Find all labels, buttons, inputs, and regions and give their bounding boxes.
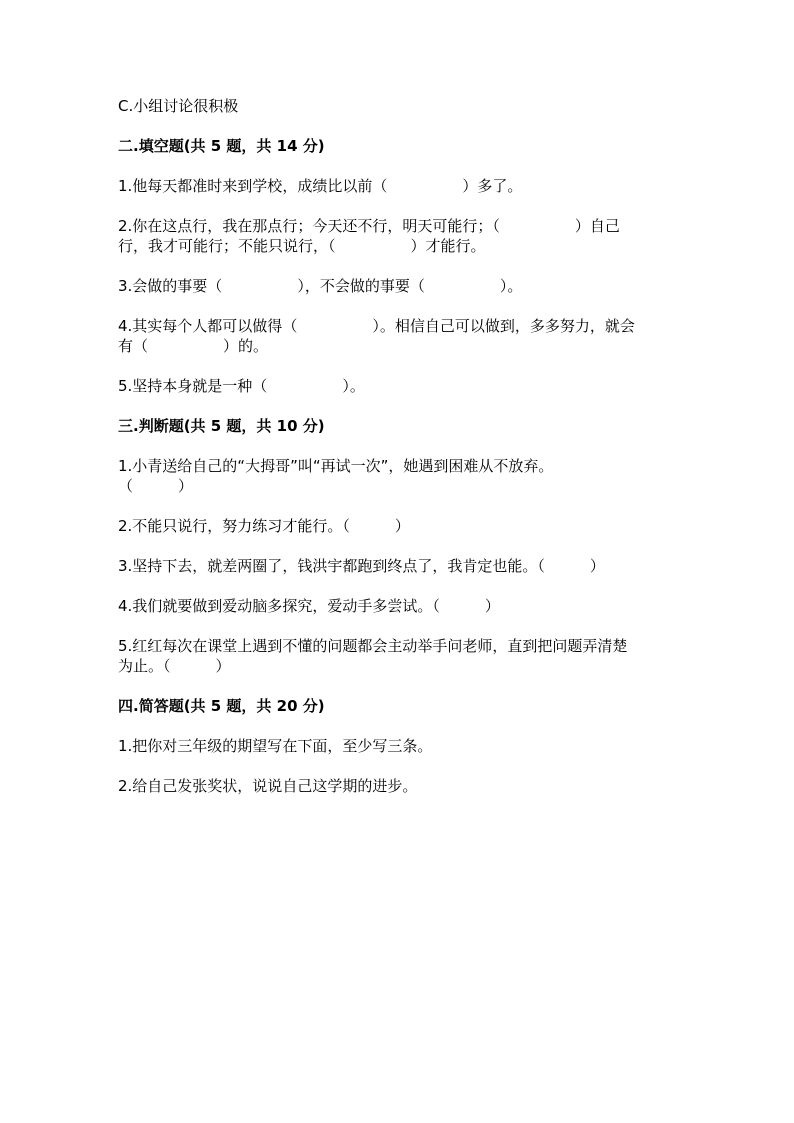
question-text: 4.其实每个人都可以做得（ ）。相信自己可以做到，多多努力，就会 xyxy=(118,317,635,335)
question-text: 5.坚持本身就是一种（ ）。 xyxy=(118,377,365,395)
question-text: 有（ ）的。 xyxy=(118,337,269,355)
question-item xyxy=(118,776,678,796)
question-item xyxy=(118,736,678,756)
question-item xyxy=(118,176,678,196)
question-text: 4.我们就要做到爱动脑多探究，爱动手多尝试。（ ） xyxy=(118,597,500,615)
question-text: 1.小青送给自己的“大拇哥”叫“再试一次”，她遇到困难从不放弃。 xyxy=(118,457,554,475)
question-text: 2.给自己发张奖状，说说自己这学期的进步。 xyxy=(118,777,418,795)
section-fill-blank-heading xyxy=(118,136,678,156)
question-text: 5.红红每次在课堂上遇到不懂的问题都会主动举手问老师，直到把问题弄清楚 xyxy=(118,637,628,655)
question-item xyxy=(118,516,678,536)
choice-option-c xyxy=(118,96,678,116)
question-item xyxy=(118,316,678,356)
question-item xyxy=(118,376,678,396)
section-short-answer-heading xyxy=(118,696,678,716)
question-text: 3.坚持下去，就差两圈了，钱洪宇都跑到终点了，我肯定也能。（ ） xyxy=(118,557,605,575)
section-title: 三.判断题(共 5 题，共 10 分) xyxy=(118,417,325,435)
section-true-false-heading xyxy=(118,416,678,436)
question-text: 2.你在这点行，我在那点行；今天还不行，明天可能行；（ ）自己 xyxy=(118,217,620,235)
question-text: 3.会做的事要（ ），不会做的事要（ ）。 xyxy=(118,277,523,295)
section-title: 二.填空题(共 5 题，共 14 分) xyxy=(118,137,325,155)
question-text: 2.不能只说行，努力练习才能行。（ ） xyxy=(118,517,410,535)
question-text: 行，我才可能行；不能只说行，（ ）才能行。 xyxy=(118,237,486,255)
question-item xyxy=(118,276,678,296)
question-item xyxy=(118,216,678,256)
question-item xyxy=(118,636,678,676)
question-item xyxy=(118,456,678,496)
question-item xyxy=(118,596,678,616)
question-text: 1.他每天都准时来到学校，成绩比以前（ ）多了。 xyxy=(118,177,523,195)
question-item xyxy=(118,556,678,576)
question-text: 1.把你对三年级的期望写在下面，至少写三条。 xyxy=(118,737,433,755)
question-text: 为止。（ ） xyxy=(118,657,231,675)
worksheet-page xyxy=(118,96,678,816)
section-title: 四.简答题(共 5 题，共 20 分) xyxy=(118,697,325,715)
answer-blank: （ ） xyxy=(118,477,194,495)
option-text: C.小组讨论很积极 xyxy=(118,97,239,115)
